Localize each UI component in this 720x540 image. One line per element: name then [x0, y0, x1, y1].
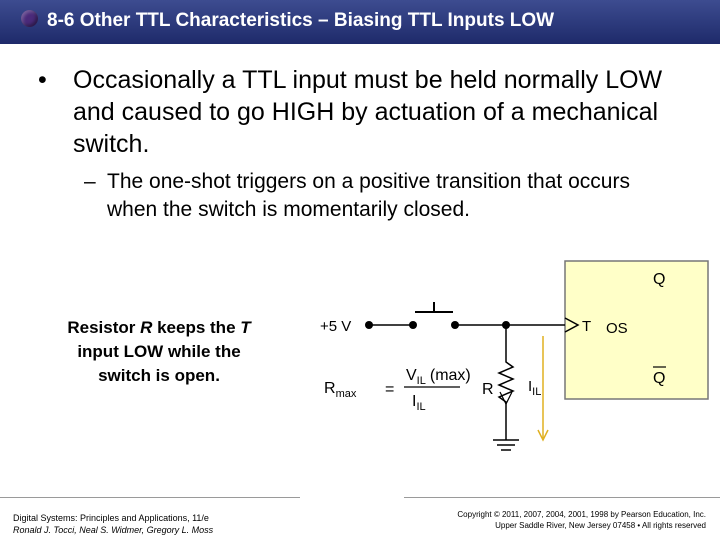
title-bullet-icon: [21, 10, 38, 27]
footer-rule-right: [404, 497, 720, 498]
slide-title: 8-6 Other TTL Characteristics – Biasing TTL Inputs LOW: [47, 10, 555, 31]
resistor-label: R: [482, 381, 494, 398]
current-label: $I_{IL}$: [528, 378, 542, 398]
footer-left: Digital Systems: Principles and Applications, 11/e Ronald J. Tocci, Neal S. Widmer, Gregory L. Moss: [13, 513, 214, 535]
formula-numerator: $V_{IL}$ (max): [406, 367, 471, 387]
t-input-label: T: [582, 318, 592, 335]
sub-bullet: [84, 168, 684, 224]
formula-lhs: $R_{max}$: [324, 380, 357, 400]
os-label: OS: [606, 320, 628, 337]
main-bullet-text: Occasionally a TTL input must be held normally LOW and caused to go HIGH by actuation of a mechanical switch.: [73, 66, 663, 158]
q-bar-output-label: Q: [653, 370, 666, 387]
footer-rule-left: [0, 497, 300, 498]
circuit-diagram: [300, 254, 712, 468]
formula-equals: =: [385, 381, 395, 398]
sub-bullet-text: The one-shot triggers on a positive transition that occurs when the switch is momentarily closed.: [107, 170, 630, 221]
resistor-caption: Resistor R keeps the T input LOW while the switch is open.: [67, 318, 251, 385]
bullet-icon: •: [38, 66, 47, 94]
formula-denominator: $I_{IL}$: [412, 393, 426, 413]
dash-icon: –: [84, 170, 96, 193]
resistor-r: [499, 325, 513, 440]
q-output-label: Q: [653, 271, 666, 288]
supply-label: +5 V: [320, 318, 352, 335]
switch-contact-left: [409, 321, 417, 329]
footer-right: Copyright © 2011, 2007, 2004, 2001, 1998 by Pearson Education, Inc. Upper Saddle River, New Jersey 07458 • All rights reserved: [457, 510, 706, 530]
main-bullet: [38, 64, 690, 160]
